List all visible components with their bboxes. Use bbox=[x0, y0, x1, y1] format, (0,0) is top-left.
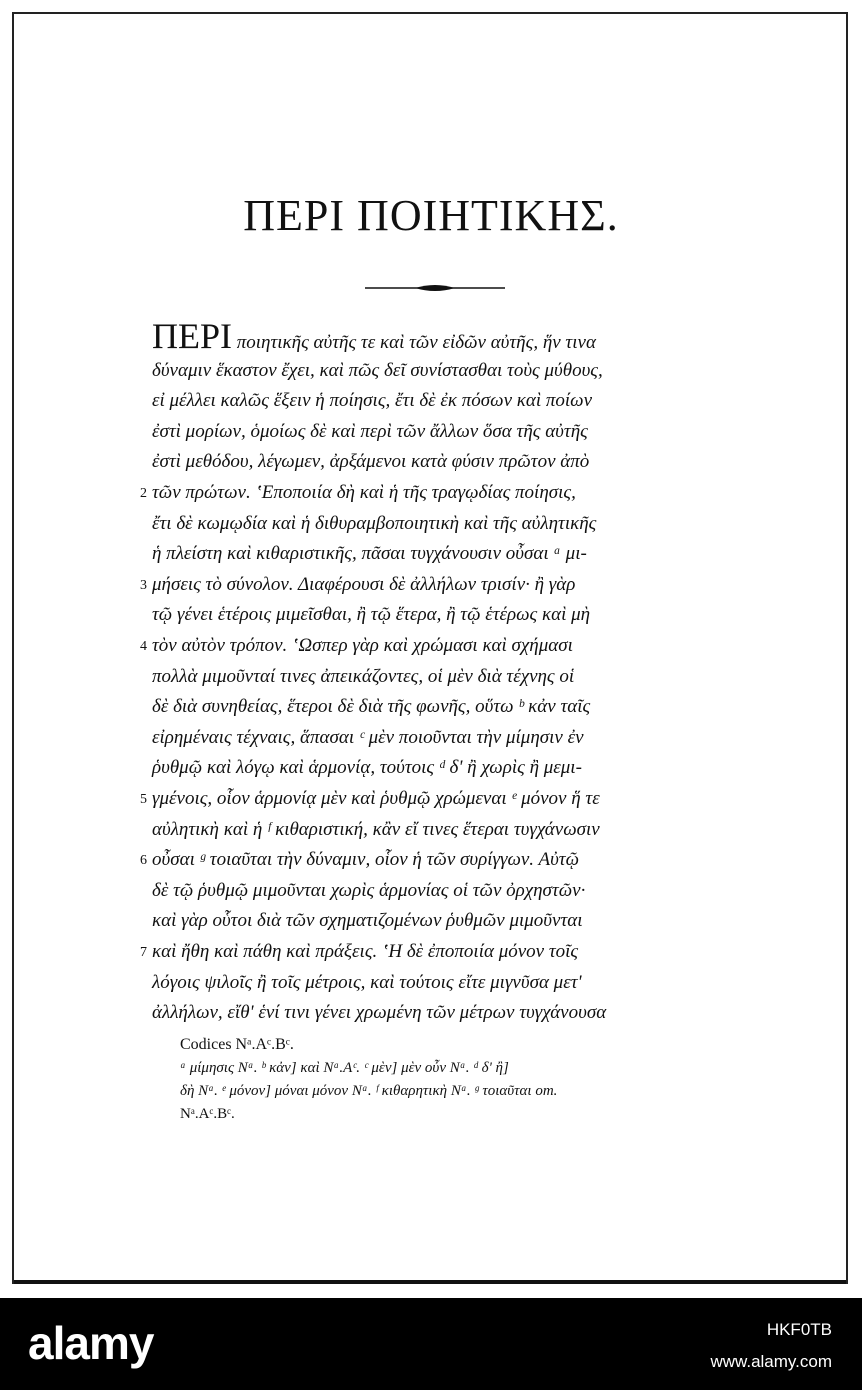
text-line bbox=[0, 662, 862, 692]
footnote-line-2: δὴ Nᵃ. ᵉ μόνον] μόναι μόνον Nᵃ. ᶠ κιθαρητικὴ Nᵃ. ᵍ τοιαῦται om. bbox=[180, 1083, 558, 1099]
line-text bbox=[152, 880, 585, 902]
line-content: δύναμιν ἕκαστον ἔχει, καὶ πῶς δεῖ συνίστασθαι τοὺς μύθους, bbox=[152, 359, 603, 381]
text-line bbox=[0, 631, 862, 661]
line-text bbox=[152, 574, 575, 596]
line-content: αὐλητικὴ καὶ ἡ ᶠ κιθαριστική, κἂν εἴ τινες ἕτεραι τυγχάνωσιν bbox=[152, 818, 600, 840]
text-line bbox=[0, 539, 862, 569]
line-content: εἰρημέναις τέχναις, ἅπασαι ᶜ μὲν ποιοῦνται τὴν μίμησιν ἐν bbox=[152, 726, 584, 748]
text-line bbox=[0, 447, 862, 477]
line-text bbox=[152, 316, 596, 356]
line-text bbox=[152, 604, 590, 626]
page-bottom-rule bbox=[14, 1280, 846, 1284]
line-content: τῷ γένει ἑτέροις μιμεῖσθαι, ἢ τῷ ἕτερα, ἢ τῷ ἑτέρως καὶ μὴ bbox=[152, 604, 591, 626]
line-content: καὶ ἤθη καὶ πάθη καὶ πράξεις. ʽΗ δὲ ἐποποιία μόνον τοῖς bbox=[152, 941, 579, 962]
line-content: εἰ μέλλει καλῶς ἕξειν ἡ ποίησις, ἔτι δὲ ἐκ πόσων καὶ ποίων bbox=[152, 390, 593, 412]
line-text bbox=[152, 421, 588, 443]
line-content: δὲ τῷ ῥυθμῷ μιμοῦνται χωρὶς ἁρμονίας οἱ τῶν ὀρχηστῶν· bbox=[152, 879, 586, 901]
line-text bbox=[152, 972, 582, 994]
text-line bbox=[0, 906, 862, 936]
line-content: τῶν πρώτων. ʽΕποποιία δὴ καὶ ἡ τῆς τραγῳδίας ποίησις, bbox=[152, 482, 576, 503]
site-url: www.alamy.com bbox=[710, 1352, 832, 1371]
text-line bbox=[0, 509, 862, 539]
text-line bbox=[0, 356, 862, 386]
line-content: ἐστὶ μορίων, ὁμοίως δὲ καὶ περὶ τῶν ἄλλων ὅσα τῆς αὐτῆς bbox=[152, 420, 588, 442]
section-number: 6 bbox=[140, 853, 147, 869]
text-line bbox=[0, 478, 862, 508]
text-line bbox=[0, 316, 862, 356]
text-line bbox=[0, 600, 862, 630]
text-line bbox=[0, 998, 862, 1028]
page-title: ΠΕΡΙ ΠΟΙΗΤΙΚΗΣ. bbox=[243, 191, 619, 240]
line-content: λόγοις ψιλοῖς ἢ τοῖς μέτροις, καὶ τούτοις εἴτε μιγνῦσα μετ' bbox=[152, 971, 582, 993]
text-line bbox=[0, 815, 862, 845]
text-line bbox=[0, 753, 862, 783]
line-text bbox=[152, 390, 592, 412]
drop-initial: ΠΕΡΙ bbox=[152, 316, 232, 356]
footnote-line-3: Nᵃ.Aᶜ.Bᶜ. bbox=[180, 1106, 235, 1122]
watermark-footer bbox=[0, 1298, 862, 1390]
line-text bbox=[152, 757, 582, 779]
text-line bbox=[0, 784, 862, 814]
text-line bbox=[0, 876, 862, 906]
line-content: δὲ διὰ συνηθείας, ἕτεροι δὲ διὰ τῆς φωνῆς, οὕτω ᵇ κἀν ταῖς bbox=[152, 696, 591, 718]
line-text bbox=[152, 543, 587, 565]
codices-note: Codices Nᵃ.Aᶜ.Bᶜ. bbox=[180, 1036, 294, 1053]
text-line bbox=[0, 692, 862, 722]
line-content: ῥυθμῷ καὶ λόγῳ καὶ ἁρμονίᾳ, τούτοις ᵈ δ' ἢ χωρὶς ἢ μεμι- bbox=[152, 757, 582, 779]
line-content: καὶ γὰρ οὗτοι διὰ τῶν σχηματιζομένων ῥυθμῶν μιμοῦνται bbox=[152, 910, 583, 932]
footnote-line-1: ᵃ μίμησις Nᵃ. ᵇ κἀν] καὶ Nᵃ.Aᶜ. ᶜ μὲν] μὲν οὖν Nᵃ. ᵈ δ' ἢ] bbox=[180, 1060, 509, 1076]
line-text bbox=[152, 696, 590, 718]
line-text bbox=[152, 360, 603, 382]
line-text bbox=[152, 941, 578, 963]
line-text bbox=[152, 451, 589, 473]
section-number: 2 bbox=[140, 486, 147, 501]
text-line bbox=[0, 845, 862, 875]
line-content: μήσεις τὸ σύνολον. Διαφέρουσι δὲ ἀλλήλων τρισίν· ἢ γὰρ bbox=[152, 573, 576, 595]
line-content: ἐστὶ μεθόδου, λέγωμεν, ἀρξάμενοι κατὰ φύσιν πρῶτον ἀπὸ bbox=[152, 451, 590, 473]
text-line bbox=[0, 723, 862, 753]
image-code: HKF0TB bbox=[766, 1320, 832, 1339]
line-content: γμένοις, οἷον ἁρμονίᾳ μὲν καὶ ῥυθμῷ χρώμεναι ᵉ μόνον ἥ τε bbox=[152, 788, 600, 809]
line-content: πολλὰ μιμοῦνταί τινες ἀπεικάζοντες, οἱ μὲν διὰ τέχνης οἱ bbox=[152, 665, 575, 687]
line-content: τὸν αὐτὸν τρόπον. ʽΩσπερ γὰρ καὶ χρώμασι καὶ σχήμασι bbox=[152, 635, 573, 656]
section-number: 7 bbox=[140, 945, 147, 960]
section-number: 4 bbox=[140, 639, 147, 654]
text-line bbox=[0, 417, 862, 447]
line-text bbox=[152, 635, 573, 657]
section-number: 3 bbox=[140, 577, 147, 593]
line-content: οὖσαι ᵍ τοιαῦται τὴν δύναμιν, οἷον ἡ τῶν συρίγγων. Αὐτῷ bbox=[152, 849, 580, 871]
text-line bbox=[0, 386, 862, 416]
line-text bbox=[152, 666, 574, 688]
line-text bbox=[152, 788, 600, 810]
line-text bbox=[152, 482, 576, 504]
alamy-logo: alamy bbox=[28, 1317, 154, 1369]
line-text bbox=[152, 513, 596, 535]
line-text bbox=[152, 910, 583, 932]
text-line bbox=[0, 968, 862, 998]
text-line bbox=[0, 570, 862, 600]
line-text bbox=[152, 819, 600, 841]
line-content: ἡ πλείστη καὶ κιθαριστικῆς, πᾶσαι τυγχάνουσιν οὖσαι ᵃ μι- bbox=[152, 543, 587, 565]
section-number: 5 bbox=[140, 792, 147, 807]
line-text bbox=[152, 849, 579, 871]
line-text bbox=[152, 727, 584, 749]
line-content: ποιητικῆς αὐτῆς τε καὶ τῶν εἰδῶν αὐτῆς, ἥν τινα bbox=[232, 332, 596, 353]
text-line bbox=[0, 937, 862, 967]
ornament-divider bbox=[365, 282, 505, 294]
line-text bbox=[152, 1002, 606, 1024]
line-content: ἔτι δὲ κωμῳδία καὶ ἡ διθυραμβοποιητικὴ καὶ τῆς αὐλητικῆς bbox=[152, 512, 597, 534]
line-content: ἀλλήλων, εἴθ' ἑνί τινι γένει χρωμένη τῶν μέτρων τυγχάνουσα bbox=[152, 1002, 607, 1024]
